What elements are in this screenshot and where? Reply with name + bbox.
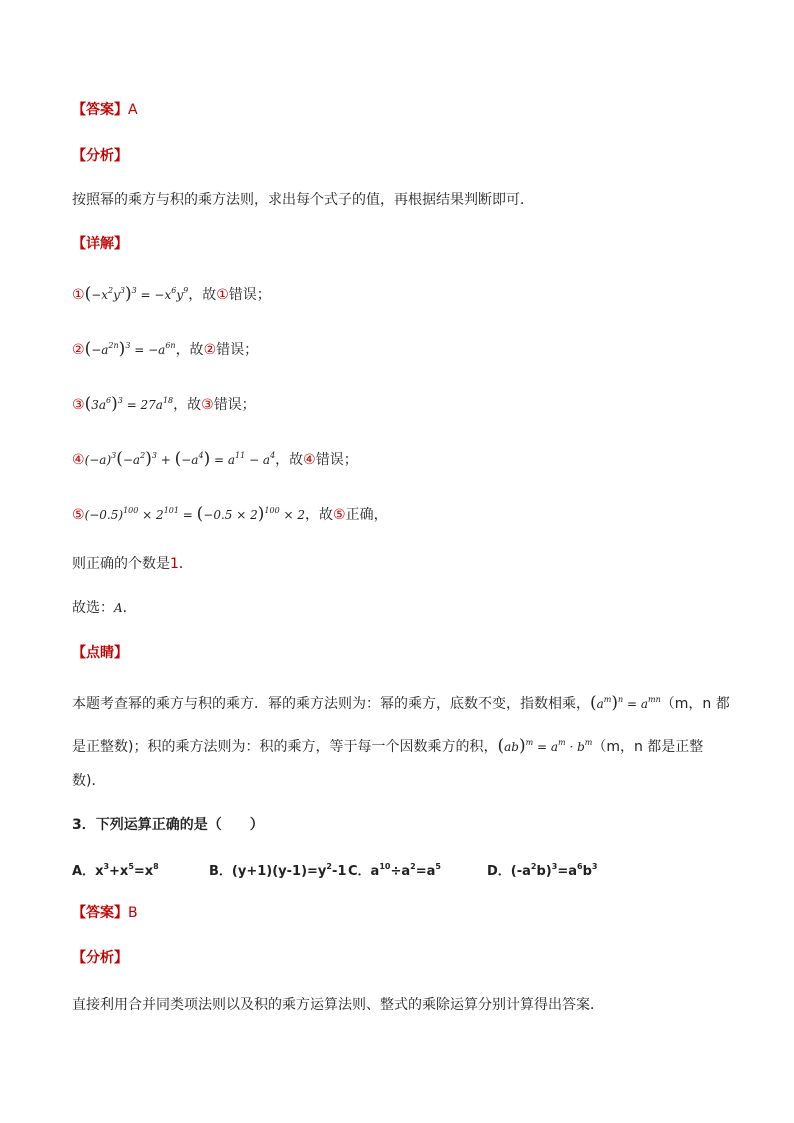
answer-value: B xyxy=(128,905,138,921)
item-result: 错误； xyxy=(213,397,256,413)
product-rule-formula: $(ab)^m = a^m \cdot b^m$ xyxy=(497,736,593,756)
question-3-stem: 3．下列运算正确的是（ ） xyxy=(72,817,264,833)
formula: $(-a)^3(-a^2)^3 + (-a^4) = a^{11} - a^4$ xyxy=(84,449,276,469)
answer-line-2 xyxy=(72,903,138,923)
item-ref: ④ xyxy=(303,452,316,468)
item-result: 错误； xyxy=(315,452,358,468)
item-ref: ① xyxy=(216,287,229,303)
detail-item-1 xyxy=(72,284,271,305)
option-b-label: B． xyxy=(209,864,232,879)
comment-tag: 【点睛】 xyxy=(72,645,128,661)
detail-item-5 xyxy=(72,504,388,525)
option-c-label: C． xyxy=(348,864,371,879)
comment-cond-2: （m，n 都是正整 xyxy=(592,739,704,755)
select-text: 故选： xyxy=(72,600,114,616)
item-result: 错误； xyxy=(228,287,271,303)
item-number: ⑤ xyxy=(72,507,85,523)
detail-item-4 xyxy=(72,449,358,470)
answer-tag: 【答案】 xyxy=(72,905,128,921)
analysis-heading xyxy=(72,146,128,166)
analysis-text: 按照幂的乘方与积的乘方法则，求出每个式子的值，再根据结果判断即可． xyxy=(72,192,534,208)
item-number: ④ xyxy=(72,452,85,468)
option-d-label: D． xyxy=(487,864,511,879)
answer-tag: 【答案】 xyxy=(72,102,128,118)
power-rule-formula: $(a^m)^n = a^{mn}$ xyxy=(590,693,661,713)
item-ref: ③ xyxy=(201,397,214,413)
item-ref: ⑤ xyxy=(333,507,346,523)
detail-tag: 【详解】 xyxy=(72,236,128,252)
select-end: ． xyxy=(122,600,137,616)
option-b-expr: $(y+1)(y-1)=y^2-1$ xyxy=(231,862,347,879)
item-number: ① xyxy=(72,287,85,303)
item-suffix: ，故 xyxy=(173,397,202,413)
formula: $(-0.5)^{100} \times 2^{101} = (-0.5 \times 2)^{100} \times 2$ xyxy=(84,504,306,524)
comment-line-3: 数)． xyxy=(72,773,106,789)
option-c-expr: $a^{10}\div a^2=a^5$ xyxy=(370,862,441,879)
detail-heading xyxy=(72,234,128,254)
option-d xyxy=(487,860,597,879)
item-suffix: ，故 xyxy=(188,287,217,303)
formula: $(-x^2y^3)^3 = -x^6y^9$ xyxy=(84,284,189,304)
select-line xyxy=(72,598,137,618)
count-end: ． xyxy=(178,556,193,572)
comment-heading xyxy=(72,643,128,663)
formula: $(-a^{2n})^3 = -a^{6n}$ xyxy=(84,339,176,359)
select-value: A xyxy=(114,601,123,615)
comment-cond-1: （m，n 都 xyxy=(660,696,730,712)
item-result: 错误； xyxy=(216,342,259,358)
answer-line xyxy=(72,100,138,120)
comment-line-2 xyxy=(72,736,703,757)
option-a xyxy=(72,860,159,879)
option-a-label: A． xyxy=(72,864,96,879)
count-line xyxy=(72,554,193,574)
formula: $(3a^6)^3 = 27a^{18}$ xyxy=(84,394,174,414)
detail-item-3 xyxy=(72,394,256,415)
item-number: ③ xyxy=(72,397,85,413)
analysis-tag: 【分析】 xyxy=(72,950,128,966)
item-suffix: ，故 xyxy=(175,342,204,358)
option-b xyxy=(209,860,346,879)
count-text: 则正确的个数是 xyxy=(72,556,170,572)
comment-text-2: 是正整数)；积的乘方法则为：积的乘方，等于每一个因数乘方的积， xyxy=(72,739,498,755)
comment-line-1 xyxy=(72,693,730,714)
item-suffix: ，故 xyxy=(275,452,304,468)
comment-text-1: 本题考查幂的乘方与积的乘方．幂的乘方法则为：幂的乘方，底数不变，指数相乘， xyxy=(72,696,590,712)
analysis-tag: 【分析】 xyxy=(72,148,128,164)
item-suffix: ，故 xyxy=(305,507,334,523)
count-value: 1 xyxy=(170,556,179,572)
option-d-expr: $(-a^2b)^3=a^6b^3$ xyxy=(510,862,598,879)
item-ref: ② xyxy=(203,342,217,358)
option-c xyxy=(348,860,441,879)
item-result: 正确， xyxy=(345,507,388,523)
answer-value: A xyxy=(128,102,138,118)
option-a-expr: $x^3+x^5=x^8$ xyxy=(95,862,159,879)
analysis-text-2: 直接利用合并同类项法则以及积的乘方运算法则、整式的乘除运算分别计算得出答案． xyxy=(72,997,604,1013)
item-number: ② xyxy=(72,342,85,358)
detail-item-2 xyxy=(72,339,258,360)
analysis-heading-2 xyxy=(72,948,128,968)
